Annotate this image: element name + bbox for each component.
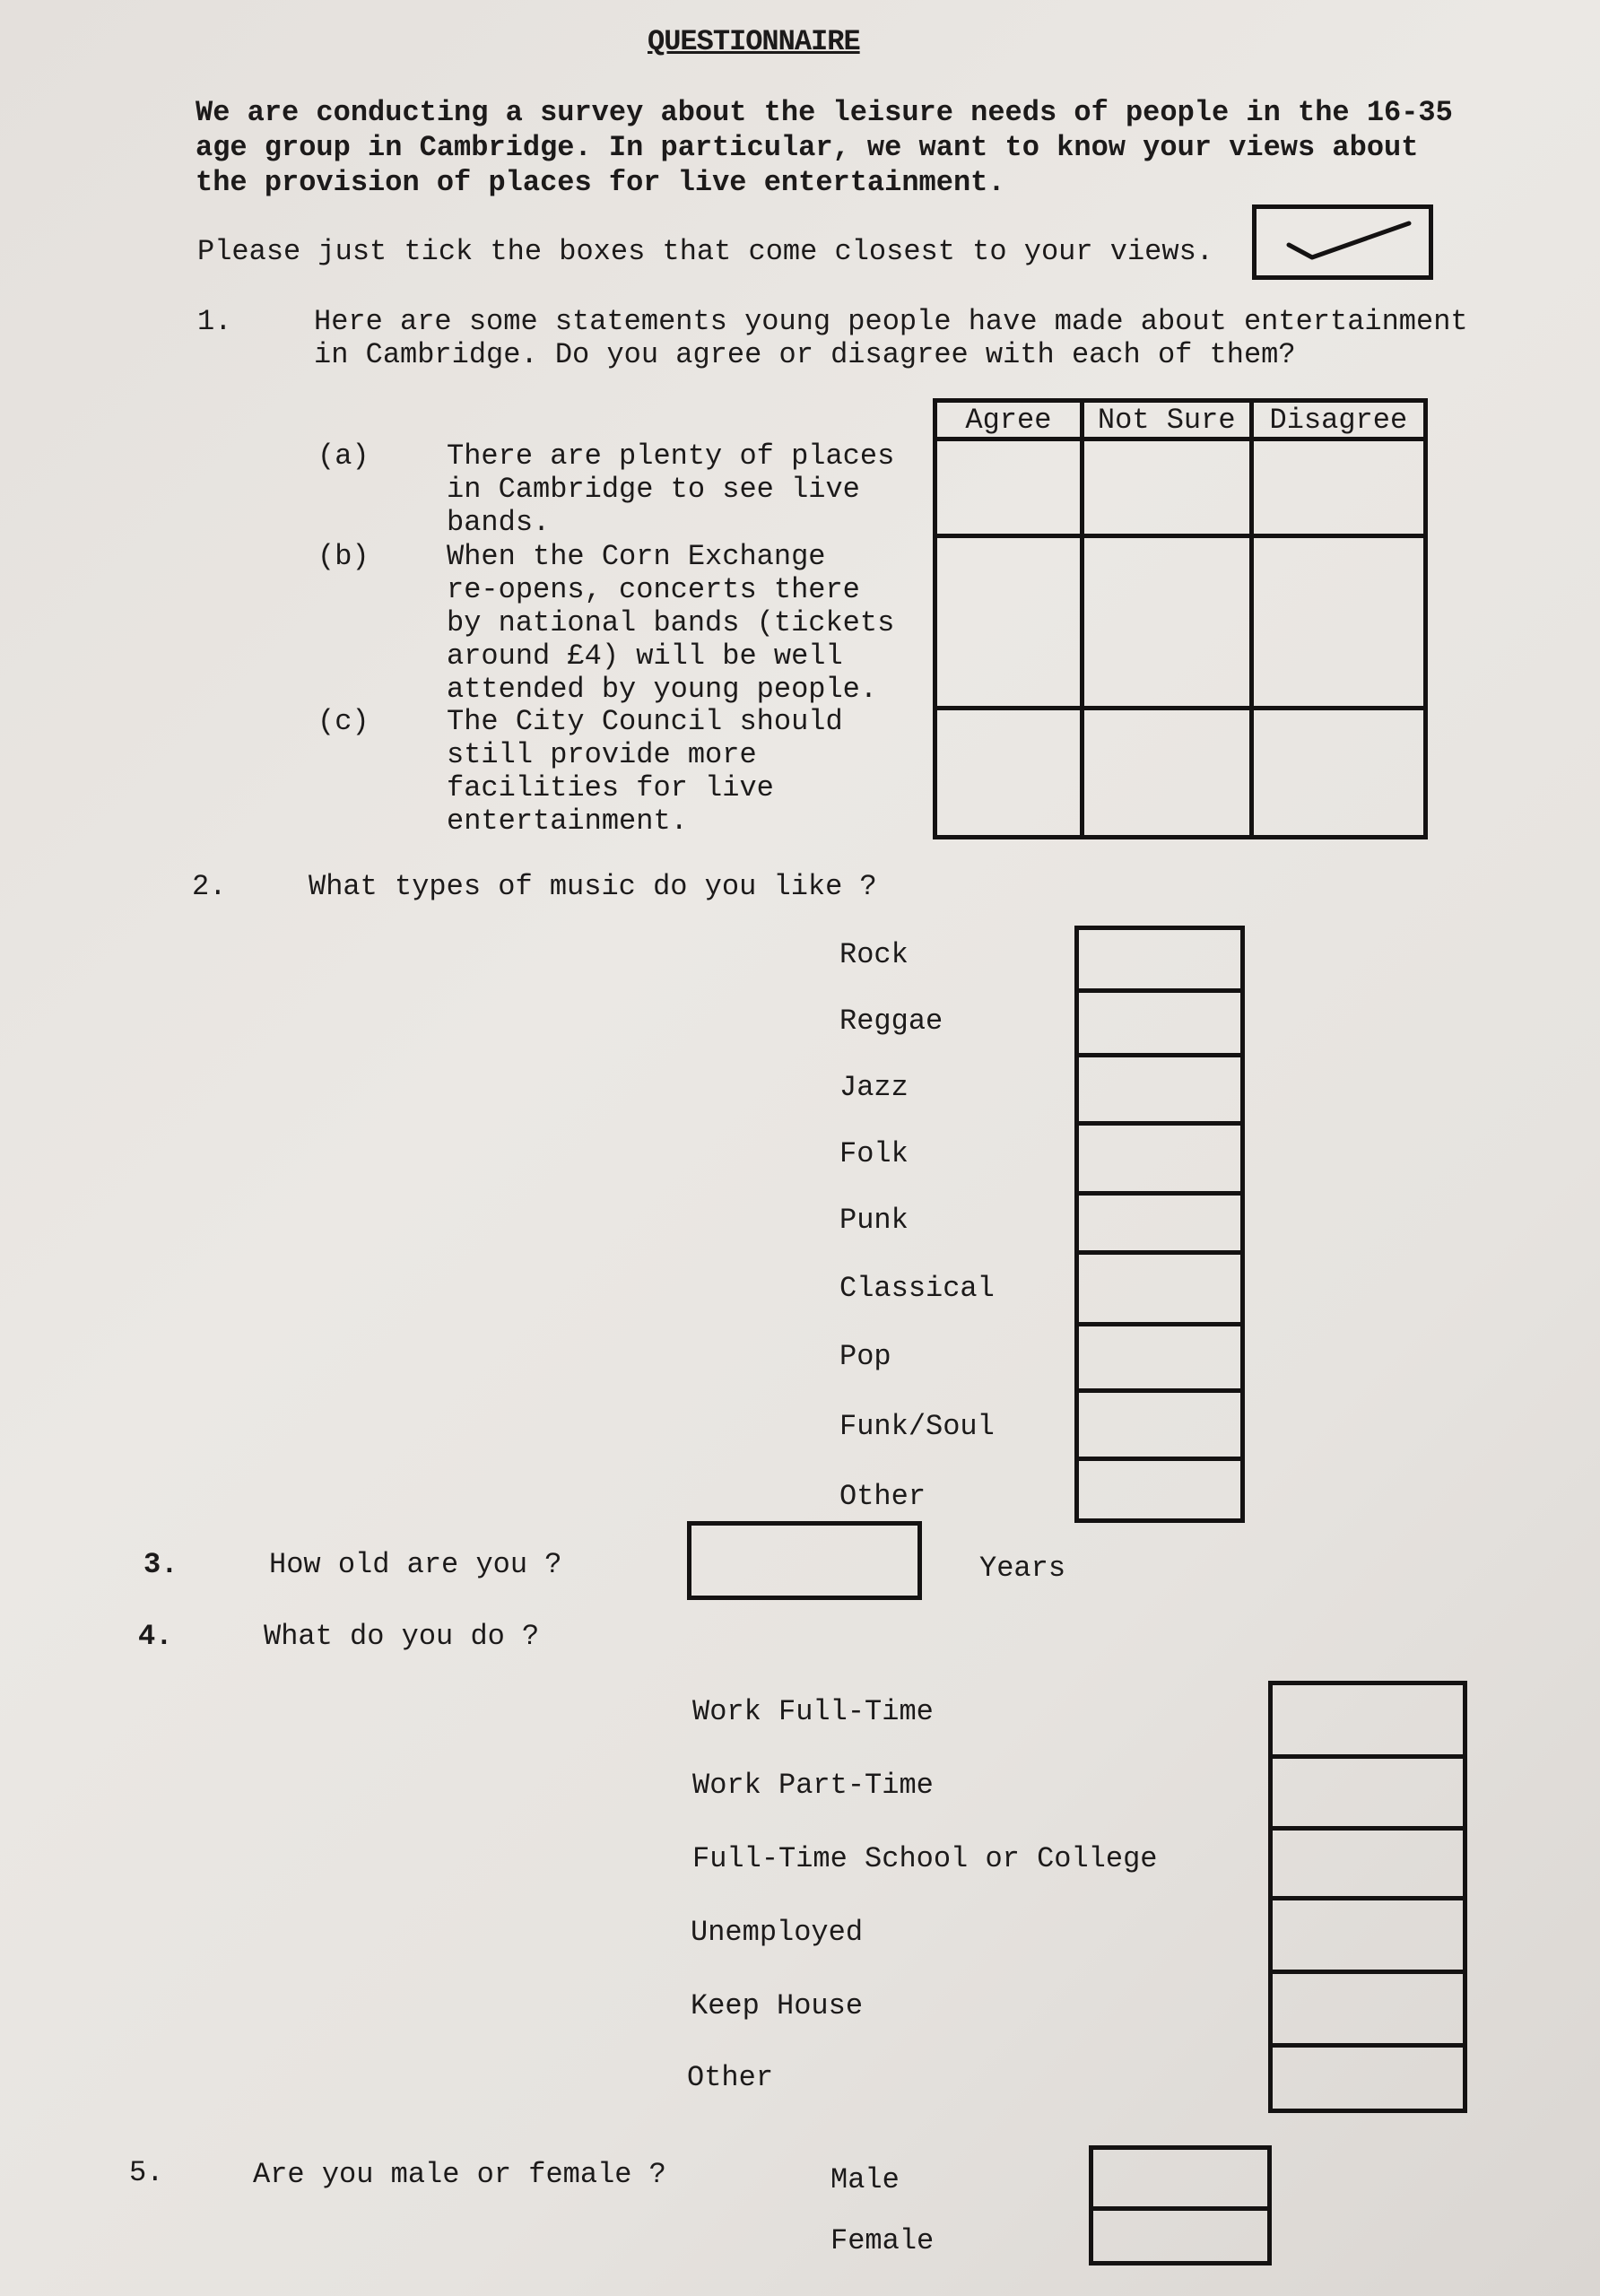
q1a-agree-box[interactable] xyxy=(935,439,1083,536)
q1-text: Here are some statements young people have made about entertainment in Cambridge. Do you agree or disagree with each of them? xyxy=(314,305,1468,371)
q1-statement-c-label: (c) xyxy=(317,705,370,738)
music-option-other: Other xyxy=(839,1480,926,1513)
q4-number: 4. xyxy=(138,1620,173,1653)
occupation-option-unemployed: Unemployed xyxy=(691,1916,864,1949)
q1b-not-sure-box[interactable] xyxy=(1082,536,1251,709)
q1-statement-b-label: (b) xyxy=(317,540,370,573)
q1c-disagree-box[interactable] xyxy=(1251,709,1425,838)
tick-mark-icon xyxy=(1257,209,1429,275)
q1-number: 1. xyxy=(197,305,232,338)
music-option-jazz: Jazz xyxy=(839,1071,909,1104)
q1b-agree-box[interactable] xyxy=(935,536,1083,709)
occupation-unemployed-checkbox[interactable] xyxy=(1273,1900,1463,1974)
gender-male-checkbox[interactable] xyxy=(1093,2150,1267,2211)
occupation-keep-house-checkbox[interactable] xyxy=(1273,1974,1463,2048)
music-jazz-checkbox[interactable] xyxy=(1079,1057,1240,1126)
gender-option-male: Male xyxy=(830,2163,900,2196)
occupation-full-time-checkbox[interactable] xyxy=(1273,1685,1463,1759)
age-unit-label: Years xyxy=(979,1552,1066,1585)
q5-text: Are you male or female ? xyxy=(253,2158,666,2191)
q3-text: How old are you ? xyxy=(269,1548,562,1581)
music-reggae-checkbox[interactable] xyxy=(1079,993,1240,1057)
occupation-other-checkbox[interactable] xyxy=(1273,2048,1463,2109)
q2-number: 2. xyxy=(192,870,227,903)
age-input-box[interactable] xyxy=(687,1521,922,1600)
q1-column-not-sure: Not Sure xyxy=(1082,401,1251,439)
occupation-part-time-checkbox[interactable] xyxy=(1273,1759,1463,1831)
q1c-agree-box[interactable] xyxy=(935,709,1083,838)
occupation-school-checkbox[interactable] xyxy=(1273,1831,1463,1900)
example-tick-box xyxy=(1252,204,1433,280)
music-option-pop: Pop xyxy=(839,1340,891,1373)
q1a-not-sure-box[interactable] xyxy=(1082,439,1251,536)
q1-statement-c-text: The City Council should still provide more facilities for live entertainment. xyxy=(447,705,843,838)
occupation-option-full-time: Work Full-Time xyxy=(692,1695,934,1728)
q4-checkbox-column xyxy=(1268,1681,1467,2113)
q5-checkbox-column xyxy=(1089,2145,1272,2266)
occupation-option-other: Other xyxy=(687,2061,774,2094)
music-classical-checkbox[interactable] xyxy=(1079,1255,1240,1326)
music-pop-checkbox[interactable] xyxy=(1079,1326,1240,1393)
q1-statement-a-text: There are plenty of places in Cambridge to see live bands. xyxy=(447,439,895,539)
q5-number: 5. xyxy=(129,2156,164,2189)
page-title: QUESTIONNAIRE xyxy=(648,25,860,58)
music-option-punk: Punk xyxy=(839,1204,909,1237)
occupation-option-school: Full-Time School or College xyxy=(692,1842,1158,1875)
music-option-rock: Rock xyxy=(839,938,909,971)
music-option-folk: Folk xyxy=(839,1137,909,1170)
music-option-reggae: Reggae xyxy=(839,1004,943,1038)
q1c-not-sure-box[interactable] xyxy=(1082,709,1251,838)
q3-number: 3. xyxy=(143,1548,178,1581)
gender-option-female: Female xyxy=(830,2224,935,2257)
q1a-disagree-box[interactable] xyxy=(1251,439,1425,536)
instruction-text: Please just tick the boxes that come closest to your views. xyxy=(197,235,1213,268)
q1b-disagree-box[interactable] xyxy=(1251,536,1425,709)
occupation-option-keep-house: Keep House xyxy=(691,1989,864,2022)
q1-column-agree: Agree xyxy=(935,401,1083,439)
music-folk-checkbox[interactable] xyxy=(1079,1126,1240,1196)
intro-paragraph: We are conducting a survey about the leisure needs of people in the 16-35 age group in Cambridge. In particular, we want to know your views about the provision of places for live entertainment. xyxy=(196,96,1453,199)
music-option-classical: Classical xyxy=(839,1272,995,1305)
q1-answer-grid xyxy=(933,398,1428,839)
q2-checkbox-column xyxy=(1074,926,1245,1523)
occupation-option-part-time: Work Part-Time xyxy=(692,1769,934,1802)
q1-statement-b-text: When the Corn Exchange re-opens, concerts there by national bands (tickets around £4) will be well attended by young people. xyxy=(447,540,895,706)
music-option-funk-soul: Funk/Soul xyxy=(839,1410,995,1443)
gender-female-checkbox[interactable] xyxy=(1093,2211,1267,2261)
q1-column-disagree: Disagree xyxy=(1251,401,1425,439)
music-rock-checkbox[interactable] xyxy=(1079,930,1240,993)
q1-statement-a-label: (a) xyxy=(317,439,370,473)
music-punk-checkbox[interactable] xyxy=(1079,1196,1240,1255)
q4-text: What do you do ? xyxy=(264,1620,540,1653)
music-other-checkbox[interactable] xyxy=(1079,1461,1240,1518)
music-funk-soul-checkbox[interactable] xyxy=(1079,1393,1240,1461)
q2-text: What types of music do you like ? xyxy=(309,870,877,903)
